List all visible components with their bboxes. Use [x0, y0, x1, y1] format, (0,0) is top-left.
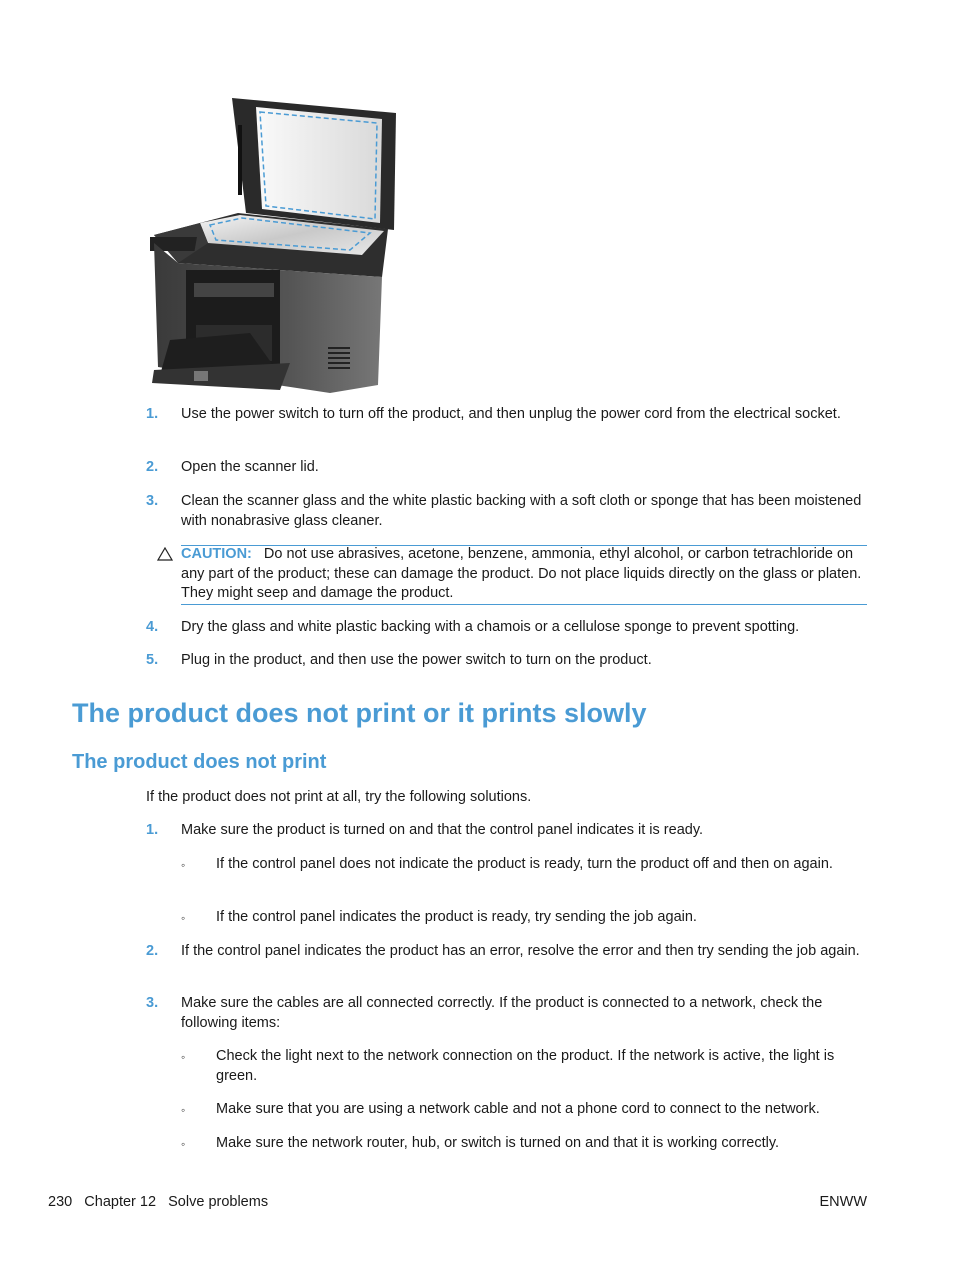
page-footer-left: [48, 1193, 268, 1212]
warning-triangle-icon: [157, 547, 173, 561]
step-text: Clean the scanner glass and the white plastic backing with a soft cloth or sponge that has been moistened with nonabrasive glass cleaner.: [181, 493, 862, 529]
step-text: If the control panel indicates the product has an error, resolve the error and then try sending the job again.: [181, 943, 860, 959]
bullet-marker: ◦: [181, 1103, 186, 1117]
step-text: Use the power switch to turn off the product, and then unplug the power cord from the electrical socket.: [181, 406, 841, 422]
caution-label: CAUTION:: [181, 546, 252, 562]
step-text: Open the scanner lid.: [181, 459, 319, 475]
sub-step-text: Check the light next to the network connection on the product. If the network is active, the light is green.: [216, 1048, 835, 1084]
step-text: Make sure the product is turned on and that the control panel indicates it is ready.: [181, 822, 704, 838]
step-text: Plug in the product, and then use the power switch to turn on the product.: [181, 652, 652, 668]
step-text: Dry the glass and white plastic backing with a chamois or a cellulose sponge to prevent spotting.: [181, 619, 800, 635]
bullet-marker: ◦: [181, 1137, 186, 1151]
intro-paragraph: If the product does not print at all, try the following solutions.: [146, 789, 532, 805]
sub-step-text: If the control panel indicates the product is ready, try sending the job again.: [216, 909, 697, 925]
sub-step-text: Make sure the network router, hub, or switch is turned on and that it is working correctly.: [216, 1135, 780, 1151]
chapter-label: Chapter 12: [84, 1194, 157, 1210]
page-footer-right: ENWW: [819, 1194, 867, 1210]
step-number: 2.: [146, 459, 159, 475]
sub-step-text: If the control panel does not indicate the product is ready, turn the product off and then on again.: [216, 856, 833, 872]
section-heading: The product does not print or it prints slowly: [72, 698, 647, 728]
bullet-marker: ◦: [181, 911, 186, 925]
step-text: Make sure the cables are all connected correctly. If the product is connected to a network, check the following items:: [181, 995, 823, 1031]
bullet-marker: ◦: [181, 858, 186, 872]
step-number: 4.: [146, 619, 159, 635]
chapter-title: Solve problems: [168, 1194, 269, 1210]
bullet-marker: ◦: [181, 1050, 186, 1064]
subsection-heading: The product does not print: [72, 751, 327, 773]
caution-text: Do not use abrasives, acetone, benzene, ammonia, ethyl alcohol, or carbon tetrachloride on any part of the product; these can damage the product. Do not place liquids directly on the glass or platen. They might seep and damage the product.: [181, 546, 862, 601]
page-number: 230: [48, 1194, 73, 1210]
step-number: 3.: [146, 995, 159, 1011]
caution-note: [181, 545, 871, 604]
step-number: 1.: [146, 822, 159, 838]
step-number: 1.: [146, 406, 159, 422]
step-number: 2.: [146, 943, 159, 959]
step-number: 3.: [146, 493, 159, 509]
printer-illustration: [150, 95, 400, 395]
sub-step-text: Make sure that you are using a network cable and not a phone cord to connect to the network.: [216, 1101, 820, 1117]
step-number: 5.: [146, 652, 159, 668]
